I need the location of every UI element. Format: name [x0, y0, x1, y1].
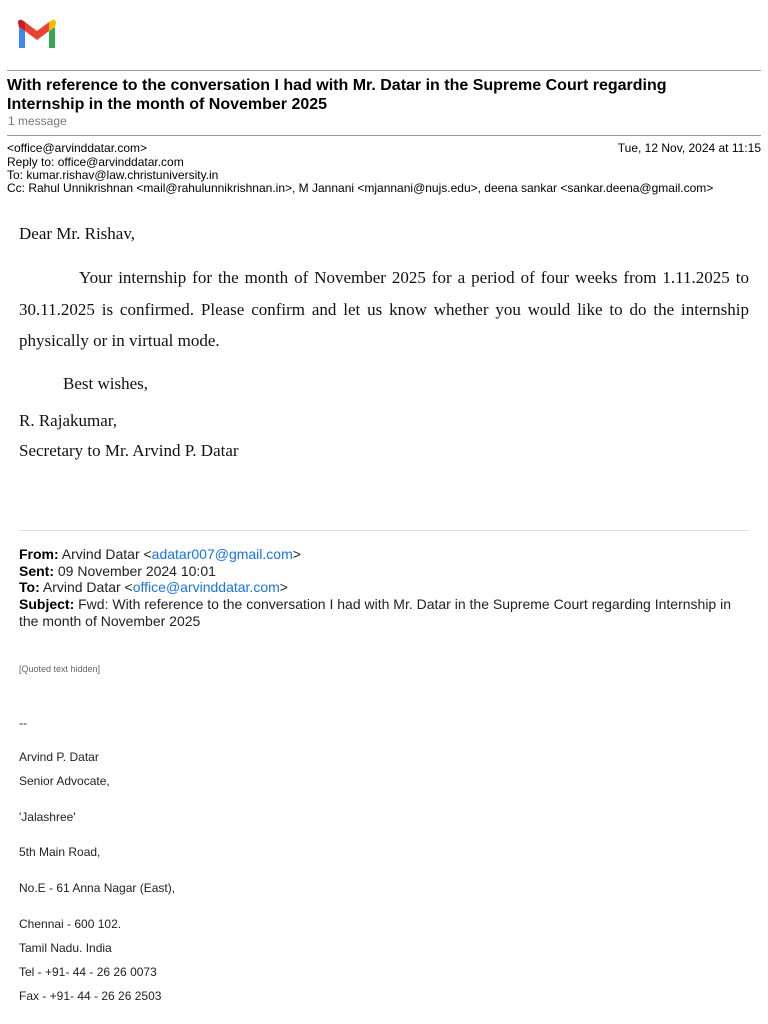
signature-line: No.E - 61 Anna Nagar (East), — [19, 881, 176, 895]
to-line: To: kumar.rishav@law.christuniversity.in — [7, 168, 219, 182]
from-label: From: — [19, 546, 59, 562]
signature-line: Arvind P. Datar — [19, 750, 99, 764]
top-divider — [7, 70, 761, 71]
signature-line: Senior Advocate, — [19, 774, 110, 788]
signer-name: R. Rajakumar, — [19, 411, 117, 430]
to-email-link[interactable]: office@arvinddatar.com — [132, 579, 280, 595]
closing: Best wishes, — [63, 374, 148, 393]
signature-separator: -- — [19, 716, 27, 730]
to-name: Arvind Datar < — [42, 579, 133, 595]
signature-line: 'Jalashree' — [19, 810, 76, 824]
message-date: Tue, 12 Nov, 2024 at 11:15 — [617, 141, 761, 155]
signature-line: Fax - +91- 44 - 26 26 2503 — [19, 989, 162, 1003]
forwarded-to — [19, 579, 749, 596]
signature-line: 5th Main Road, — [19, 845, 101, 859]
sent-value: 09 November 2024 10:01 — [57, 563, 216, 579]
signer-title: Secretary to Mr. Arvind P. Datar — [19, 441, 239, 460]
from-end: > — [292, 546, 301, 562]
sender-address[interactable]: <office@arvinddatar.com> — [7, 141, 148, 155]
gmail-logo-icon — [16, 18, 58, 50]
sent-label: Sent: — [19, 563, 54, 579]
from-email-link[interactable]: adatar007@gmail.com — [151, 546, 293, 562]
forwarded-from — [19, 546, 749, 563]
to-label: To: — [19, 579, 40, 595]
forward-divider — [19, 530, 749, 531]
body-paragraph: Your internship for the month of November 2025 for a period of four weeks from 1.11.2025 to 30.11.2025 is confirmed. Please confirm and let us know whether you would like to do the internship physically or in virtual mode. — [19, 268, 749, 350]
thread-subject: With reference to the conversation I had with Mr. Datar in the Supreme Court regarding Internship in the month of November 2025 — [7, 77, 667, 113]
signature-line: Tel - +91- 44 - 26 26 0073 — [19, 965, 157, 979]
reply-to-line: Reply to: office@arvinddatar.com — [7, 155, 184, 169]
signature-line: Chennai - 600 102. — [19, 917, 122, 931]
signature-line: Tamil Nadu. India — [19, 941, 112, 955]
forwarded-sent — [19, 563, 749, 580]
header-divider — [7, 135, 761, 136]
to-end: > — [279, 579, 288, 595]
quoted-text-toggle[interactable]: [Quoted text hidden] — [19, 664, 101, 674]
greeting: Dear Mr. Rishav, — [19, 224, 135, 243]
subject-value: Fwd: With reference to the conversation I had with Mr. Datar in the Supreme Court regarding Internship in the month of November 2025 — [19, 596, 731, 629]
from-name: Arvind Datar < — [61, 546, 152, 562]
cc-line: Cc: Rahul Unnikrishnan <mail@rahulunnikrishnan.in>, M Jannani <mjannani@nujs.edu>, deena sankar <sankar.deena@gmail.com> — [7, 181, 714, 195]
message-count: 1 message — [8, 114, 67, 128]
subject-label: Subject: — [19, 596, 75, 612]
forwarded-subject — [19, 596, 749, 629]
